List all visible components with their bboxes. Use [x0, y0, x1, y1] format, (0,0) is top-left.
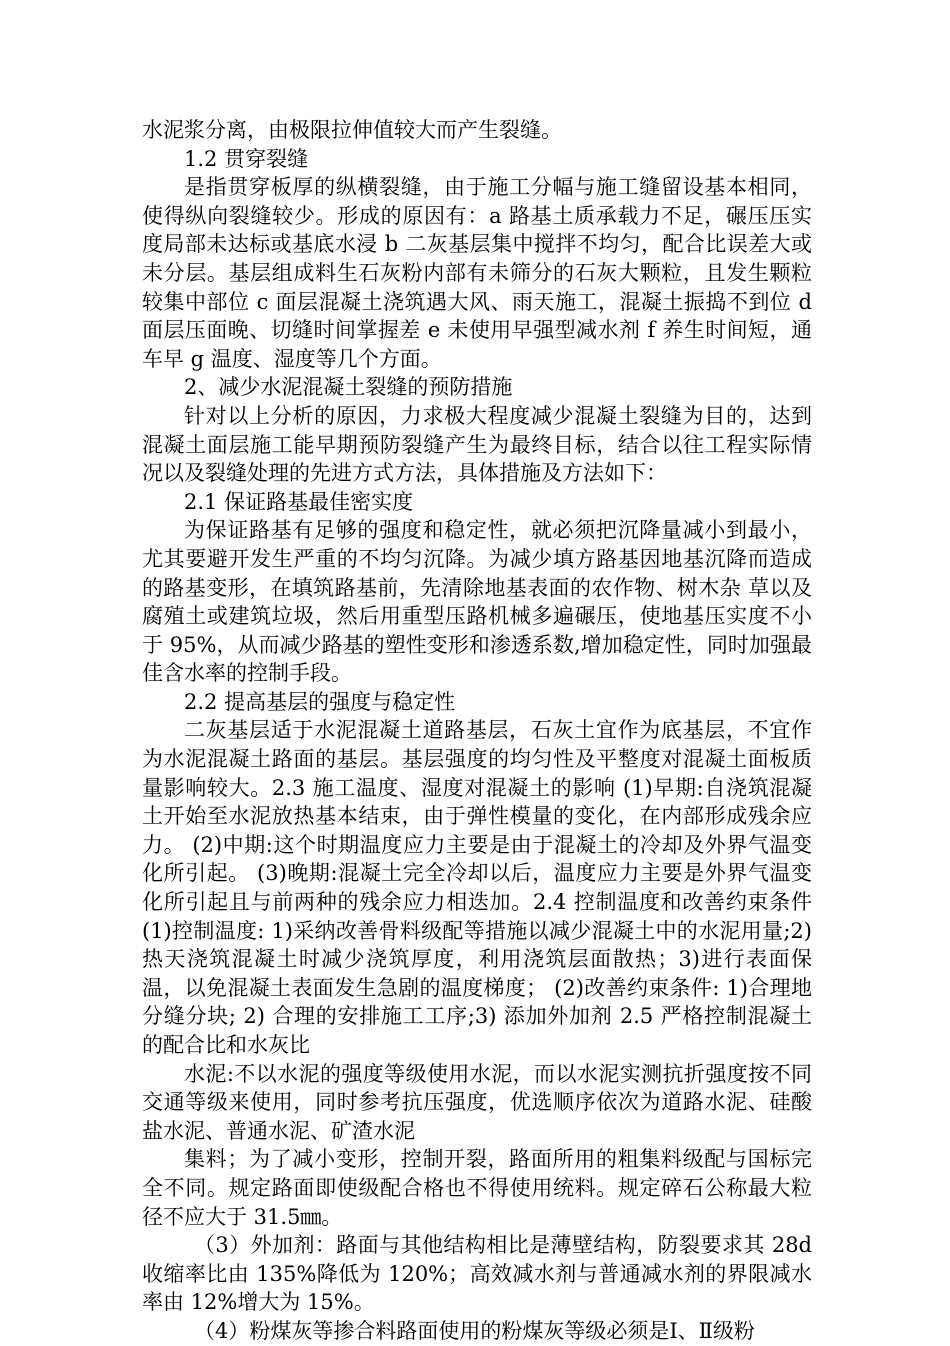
paragraph-fly-ash: （4）粉煤灰等掺合料路面使用的粉煤灰等级必须是Ⅰ、Ⅱ级粉	[194, 1318, 755, 1343]
paragraph-aggregate: 集料；为了减小变形，控制开裂，路面所用的粗集料级配与国标完全不同。规定路面即使级配合格也不得使用统料。规定碎石公称最大粒径不应大于 31.5㎜。	[142, 1147, 812, 1229]
paragraph-4: 针对以上分析的原因，力求极大程度减少混凝土裂缝为目的，达到混凝土面层施工能早期预防裂缝产生为最终目标，结合以往工程实际情况以及裂缝处理的先进方式方法，具体措施及方法如下：	[142, 403, 812, 486]
document-body	[142, 116, 812, 1346]
paragraph-admixture: （3）外加剂：路面与其他结构相比是薄壁结构，防裂要求其 28d 收缩率比由 135%降低为 120%；高效减水剂与普通减水剂的界限减水率由 12%增大为 15%。	[142, 1233, 812, 1315]
paragraph-cement: 水泥:不以水泥的强度等级使用水泥，而以水泥实测抗折强度按不同交通等级来使用，同时参考抗压强度，优选顺序依次为道路水泥、硅酸盐水泥、普通水泥、矿渣水泥	[142, 1061, 812, 1143]
paragraph-0: 水泥浆分离，由极限拉伸值较大而产生裂缝。	[142, 118, 562, 142]
paragraph-8: 二灰基层适于水泥混凝土道路基层，石灰土宜作为底基层，不宜作为水泥混凝土路面的基层。基层强度的均匀性及平整度对混凝土面板质量影响较大。2.3 施工温度、湿度对混凝土的影响 (1)早期:自浇筑混凝土开始至水泥放热基本结束，由于弹性模量的变化，在内部形成残余应力。 (2)中期:这个时期温度应力主要是由于混凝土的冷却及外界气温变化所引起。 (3)晚期:混凝土完全冷却以后，温度应力主要是外界气温变化所引起且与前两种的残余应力相迭加。2.4 控制温度和改善约束条件 (1)控制温度: 1)采纳改善骨料级配等措施以减少混凝土中的水泥用量;2) 热天浇筑混凝土时减少浇筑厚度，利用浇筑层面散热；3)进行表面保温，以免混凝土表面发生急剧的温度梯度； (2)改善约束条件: 1)合理地分缝分块; 2) 合理的安排施工工序;3) 添加外加剂 2.5 严格控制混凝土的配合比和水灰比	[142, 718, 812, 1057]
paragraph-6: 为保证路基有足够的强度和稳定性，就必须把沉降量减小到最小，尤其要避开发生严重的不均匀沉降。为减少填方路基因地基沉降而造成的路基变形，在填筑路基前，先清除地基表面的农作物、树木杂 草以及腐殖土或建筑垃圾，然后用重型压路机械多遍碾压，使地基压实度不小于 95%，从而减少路基的塑性变形和渗透系数,增加稳定性，同时加强最佳含水率的控制手段。	[142, 518, 812, 686]
heading-2: 2、减少水泥混凝土裂缝的预防措施	[184, 375, 513, 400]
heading-1-2: 1.2 贯穿裂缝	[184, 146, 309, 171]
paragraph-2: 是指贯穿板厚的纵横裂缝，由于施工分幅与施工缝留设基本相同，使得纵向裂缝较少。形成的原因有：a 路基土质承载力不足，碾压压实度局部未达标或基底水浸 b 二灰基层集中搅拌不均匀，配合比误差大或未分层。基层组成料生石灰粉内部有未筛分的石灰大颗粒，且发生颗粒较集中部位 c 面层混凝土浇筑遇大风、雨天施工，混凝土振捣不到位 d 面层压面晚、切缝时间掌握差 e 未使用早强型减水剂 f 养生时间短，通车早 g 温度、湿度等几个方面。	[142, 175, 812, 371]
heading-2-2: 2.2 提高基层的强度与稳定性	[184, 689, 456, 714]
heading-2-1: 2.1 保证路基最佳密实度	[184, 489, 414, 514]
